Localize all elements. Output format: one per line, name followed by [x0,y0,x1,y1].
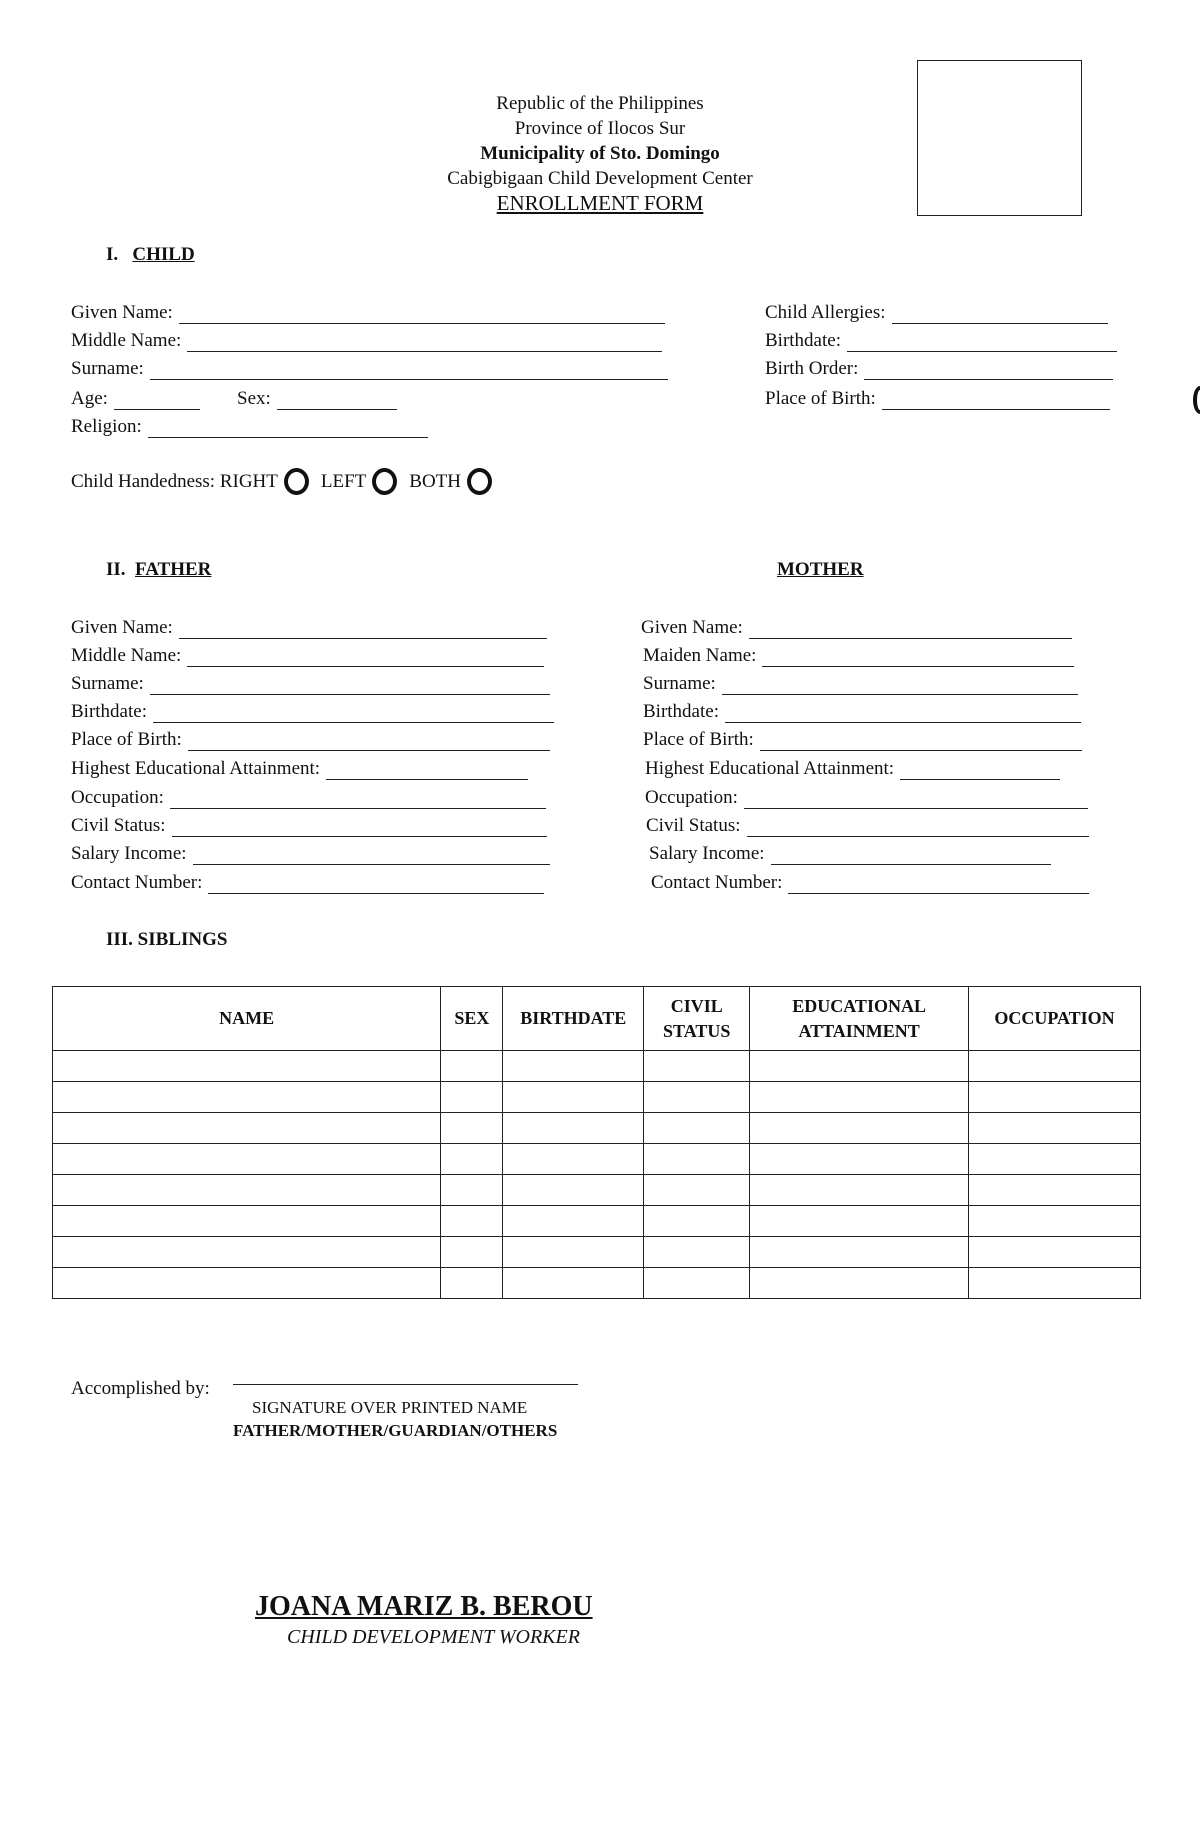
field-label: Occupation: [71,787,164,808]
child-place-of-birth-field[interactable] [765,388,1110,410]
table-cell[interactable] [503,1082,644,1113]
table-cell[interactable] [441,1206,503,1237]
photo-box [917,60,1082,216]
handedness-both-label: BOTH [409,470,462,492]
field-label: Contact Number: [71,872,203,893]
handedness-left-label: LEFT [320,470,367,492]
field-label: Maiden Name: [643,645,757,666]
table-cell[interactable] [441,1144,503,1175]
field-label: Surname: [71,673,144,694]
worker-role: CHILD DEVELOPMENT WORKER [287,1626,580,1648]
field-line[interactable] [771,846,1051,865]
field-label: Highest Educational Attainment: [645,758,895,779]
table-cell[interactable] [750,1082,969,1113]
child-birthdate-field[interactable] [765,330,1117,352]
table-row [53,1237,1141,1268]
field-label: Contact Number: [651,872,783,893]
field-label: Middle Name: [71,645,182,666]
table-cell[interactable] [969,1051,1141,1082]
mother-education-field[interactable] [645,758,1060,780]
table-row [53,1268,1141,1299]
child-allergies-field[interactable] [765,302,1108,324]
section-child-number: I. [106,244,119,265]
field-line[interactable] [277,391,397,410]
field-line[interactable] [760,732,1082,751]
field-line[interactable] [150,361,668,380]
field-label: Salary Income: [649,843,765,864]
table-cell[interactable] [644,1206,750,1237]
mother-given-name-field[interactable] [641,617,1072,639]
table-cell[interactable] [441,1237,503,1268]
child-handedness [71,468,504,495]
table-cell[interactable] [644,1113,750,1144]
col-header-occupation: OCCUPATION [969,987,1141,1051]
section-father-number: II. [106,559,126,580]
field-line[interactable] [114,391,200,410]
field-line[interactable] [150,676,550,695]
table-row [53,1082,1141,1113]
field-line[interactable] [900,761,1060,780]
field-line[interactable] [153,704,554,723]
col-header-birthdate: BIRTHDATE [503,987,644,1051]
section-siblings-heading: III. SIBLINGS [106,929,228,950]
col-header-sex: SEX [441,987,503,1051]
table-cell[interactable] [503,1051,644,1082]
field-label: Place of Birth: [643,729,754,750]
field-label: Age: [71,388,108,409]
mother-contact-field[interactable] [651,872,1089,894]
field-label: Birth Order: [765,358,859,379]
field-label: Middle Name: [71,330,182,351]
field-line[interactable] [187,333,662,352]
father-civil-status-field[interactable] [71,815,547,837]
section-mother-title: MOTHER [777,559,864,580]
table-cell[interactable] [441,1113,503,1144]
field-line[interactable] [762,648,1074,667]
table-row [53,1206,1141,1237]
table-cell[interactable] [969,1206,1141,1237]
father-given-name-field[interactable] [71,617,547,639]
field-line[interactable] [172,818,547,837]
table-cell[interactable] [644,1175,750,1206]
child-middle-name-field[interactable] [71,330,662,352]
header-province: Province of Ilocos Sur [514,118,686,139]
table-cell[interactable] [441,1051,503,1082]
table-cell[interactable] [503,1144,644,1175]
handedness-left-radio[interactable] [372,468,397,495]
field-label: Given Name: [641,617,743,638]
table-cell[interactable] [503,1175,644,1206]
field-line[interactable] [882,391,1110,410]
field-line[interactable] [744,790,1088,809]
table-row [53,1113,1141,1144]
handedness-right-radio[interactable] [284,468,309,495]
child-birth-order-field[interactable] [765,358,1113,380]
table-cell[interactable] [503,1113,644,1144]
table-cell[interactable] [503,1206,644,1237]
table-cell[interactable] [53,1113,441,1144]
accomplished-by-label: Accomplished by: [71,1378,210,1399]
field-line[interactable] [847,333,1117,352]
mother-maiden-name-field[interactable] [643,645,1074,667]
table-cell[interactable] [969,1268,1141,1299]
col-header-civil-status: CIVIL STATUS [644,987,750,1051]
worker-name: JOANA MARIZ B. BEROU [255,1591,593,1622]
table-cell[interactable] [644,1051,750,1082]
table-cell[interactable] [750,1051,969,1082]
table-cell[interactable] [53,1175,441,1206]
col-header-educational-attainment: EDUCATIONAL ATTAINMENT [750,987,969,1051]
field-line[interactable] [747,818,1089,837]
table-cell[interactable] [53,1206,441,1237]
father-education-field[interactable] [71,758,528,780]
table-cell[interactable] [750,1237,969,1268]
field-label: Occupation: [645,787,738,808]
field-label: Sex: [237,388,271,409]
header-republic: Republic of the Philippines [496,93,704,114]
table-cell[interactable] [53,1268,441,1299]
siblings-table [52,986,1141,1299]
margin-circle-mark [1193,386,1200,414]
field-label: Surname: [643,673,716,694]
table-cell[interactable] [53,1237,441,1268]
section-mother-heading [777,559,864,581]
table-cell[interactable] [441,1175,503,1206]
form-title: ENROLLMENT FORM [496,191,704,215]
table-cell[interactable] [969,1237,1141,1268]
signature-line[interactable] [233,1384,578,1385]
section-father-heading [106,559,211,581]
field-label: Surname: [71,358,144,379]
child-given-name-field[interactable] [71,302,665,324]
table-row [53,1175,1141,1206]
field-line[interactable] [179,620,547,639]
father-occupation-field[interactable] [71,787,546,809]
field-label: Place of Birth: [71,729,182,750]
father-contact-field[interactable] [71,872,544,894]
field-line[interactable] [788,875,1089,894]
mother-birthdate-field[interactable] [643,701,1081,723]
field-line[interactable] [722,676,1078,695]
field-line[interactable] [864,361,1113,380]
table-cell[interactable] [750,1175,969,1206]
table-cell[interactable] [644,1237,750,1268]
child-age-field[interactable] [71,388,200,410]
field-label: Birthdate: [765,330,841,351]
table-cell[interactable] [750,1268,969,1299]
mother-place-of-birth-field[interactable] [643,729,1082,751]
header-center: Cabigbigaan Child Development Center [447,168,753,189]
child-surname-field[interactable] [71,358,668,380]
field-label: Religion: [71,416,142,437]
section-child-title: CHILD [132,244,195,265]
field-line[interactable] [187,648,544,667]
mother-occupation-field[interactable] [645,787,1088,809]
field-line[interactable] [208,875,544,894]
field-label: Given Name: [71,617,173,638]
field-label: Highest Educational Attainment: [71,758,321,779]
father-birthdate-field[interactable] [71,701,554,723]
father-surname-field[interactable] [71,673,550,695]
table-cell[interactable] [503,1268,644,1299]
table-cell[interactable] [53,1051,441,1082]
table-cell[interactable] [53,1082,441,1113]
field-line[interactable] [188,732,550,751]
table-cell[interactable] [969,1144,1141,1175]
table-row [53,1144,1141,1175]
field-line[interactable] [326,761,528,780]
child-religion-field[interactable] [71,416,428,438]
col-header-name: NAME [53,987,441,1051]
field-line[interactable] [148,419,428,438]
signature-caption: SIGNATURE OVER PRINTED NAME [252,1398,528,1417]
field-label: Given Name: [71,302,173,323]
handedness-label: Child Handedness: [71,470,216,492]
mother-civil-status-field[interactable] [646,815,1089,837]
field-label: Place of Birth: [765,388,876,409]
field-label: Child Allergies: [765,302,886,323]
field-line[interactable] [193,846,550,865]
siblings-header-row [53,987,1141,1051]
field-line[interactable] [725,704,1081,723]
table-cell[interactable] [441,1082,503,1113]
handedness-both-radio[interactable] [467,468,492,495]
field-label: Birthdate: [71,701,147,722]
field-line[interactable] [749,620,1072,639]
field-label: Salary Income: [71,843,187,864]
mother-salary-field[interactable] [649,843,1051,865]
father-middle-name-field[interactable] [71,645,544,667]
father-salary-field[interactable] [71,843,550,865]
field-label: Civil Status: [646,815,741,836]
field-label: Civil Status: [71,815,166,836]
table-cell[interactable] [53,1144,441,1175]
table-cell[interactable] [441,1268,503,1299]
section-father-title: FATHER [135,559,212,580]
table-cell[interactable] [750,1206,969,1237]
handedness-right-label: RIGHT [219,470,278,492]
table-cell[interactable] [750,1113,969,1144]
table-cell[interactable] [503,1237,644,1268]
table-cell[interactable] [969,1175,1141,1206]
field-line[interactable] [892,305,1108,324]
table-cell[interactable] [750,1144,969,1175]
field-line[interactable] [179,305,665,324]
table-row [53,1051,1141,1082]
table-cell[interactable] [644,1082,750,1113]
signer-roles: FATHER/MOTHER/GUARDIAN/OTHERS [233,1421,558,1440]
section-child-heading [106,244,195,266]
mother-surname-field[interactable] [643,673,1078,695]
father-place-of-birth-field[interactable] [71,729,550,751]
child-sex-field[interactable] [237,388,397,410]
table-cell[interactable] [644,1144,750,1175]
table-cell[interactable] [969,1113,1141,1144]
field-line[interactable] [170,790,546,809]
header-municipality: Municipality of Sto. Domingo [480,143,720,164]
table-cell[interactable] [969,1082,1141,1113]
table-cell[interactable] [644,1268,750,1299]
field-label: Birthdate: [643,701,719,722]
